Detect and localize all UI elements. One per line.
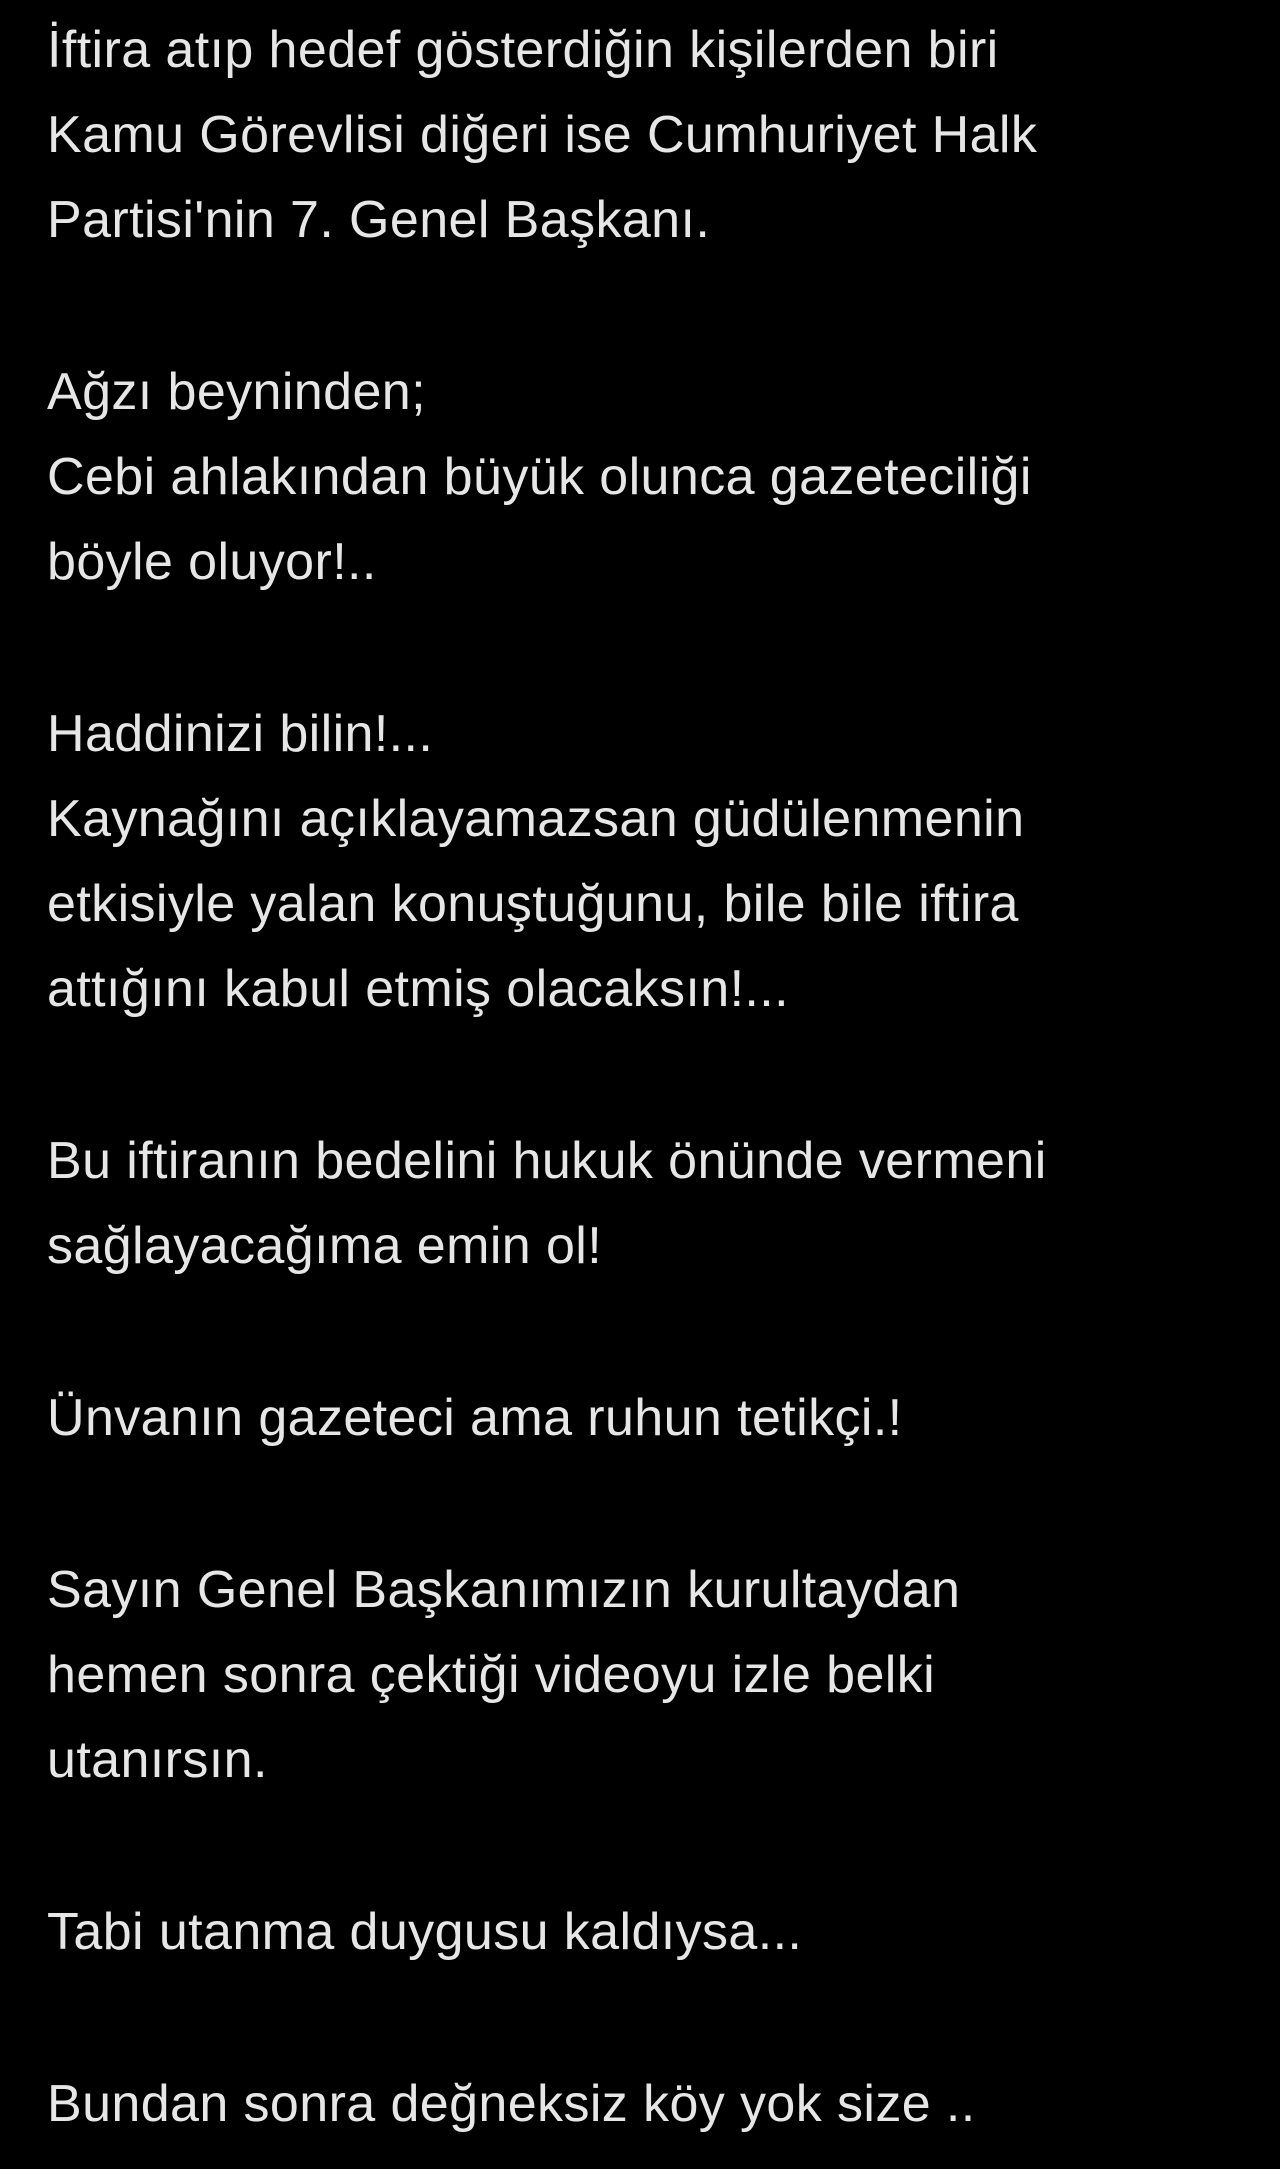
text-line: Kaynağını açıklayamazsan güdülenmenin <box>47 790 1025 848</box>
text-line: Ünvanın gazeteci ama ruhun tetikçi.! <box>47 1389 903 1447</box>
text-line: İftira atıp hedef gösterdiğin kişilerden biri <box>47 21 999 79</box>
text-line: Bundan sonra değneksiz köy yok size .. <box>47 2075 976 2133</box>
text-line: utanırsın. <box>47 1731 268 1789</box>
paragraph-1 <box>47 8 1260 263</box>
text-line: Haddinizi bilin!... <box>47 705 434 763</box>
text-line: Kamu Görevlisi diğeri ise Cumhuriyet Halk <box>47 106 1038 164</box>
text-line: Sayın Genel Başkanımızın kurultaydan <box>47 1561 961 1619</box>
paragraph-6 <box>47 1548 1260 1803</box>
paragraph-2 <box>47 350 1260 605</box>
text-line: sağlayacağıma emin ol! <box>47 1217 603 1275</box>
paragraph-4 <box>47 1119 1260 1289</box>
text-line: Bu iftiranın bedelini hukuk önünde vermeni <box>47 1132 1047 1190</box>
text-line: Ağzı beyninden; <box>47 363 426 421</box>
text-line: böyle oluyor!.. <box>47 533 377 591</box>
paragraph-7 <box>47 1890 1260 1975</box>
paragraph-5 <box>47 1376 1260 1461</box>
text-line: Tabi utanma duygusu kaldıysa... <box>47 1903 803 1961</box>
text-line: hemen sonra çektiği videoyu izle belki <box>47 1646 936 1704</box>
paragraph-8 <box>47 2062 1260 2147</box>
text-line: Cebi ahlakından büyük olunca gazeteciliği <box>47 448 1032 506</box>
text-line: Partisi'nin 7. Genel Başkanı. <box>47 191 711 249</box>
paragraph-3 <box>47 692 1260 1032</box>
text-line: attığını kabul etmiş olacaksın!... <box>47 960 789 1018</box>
text-line: etkisiyle yalan konuştuğunu, bile bile iftira <box>47 875 1019 933</box>
